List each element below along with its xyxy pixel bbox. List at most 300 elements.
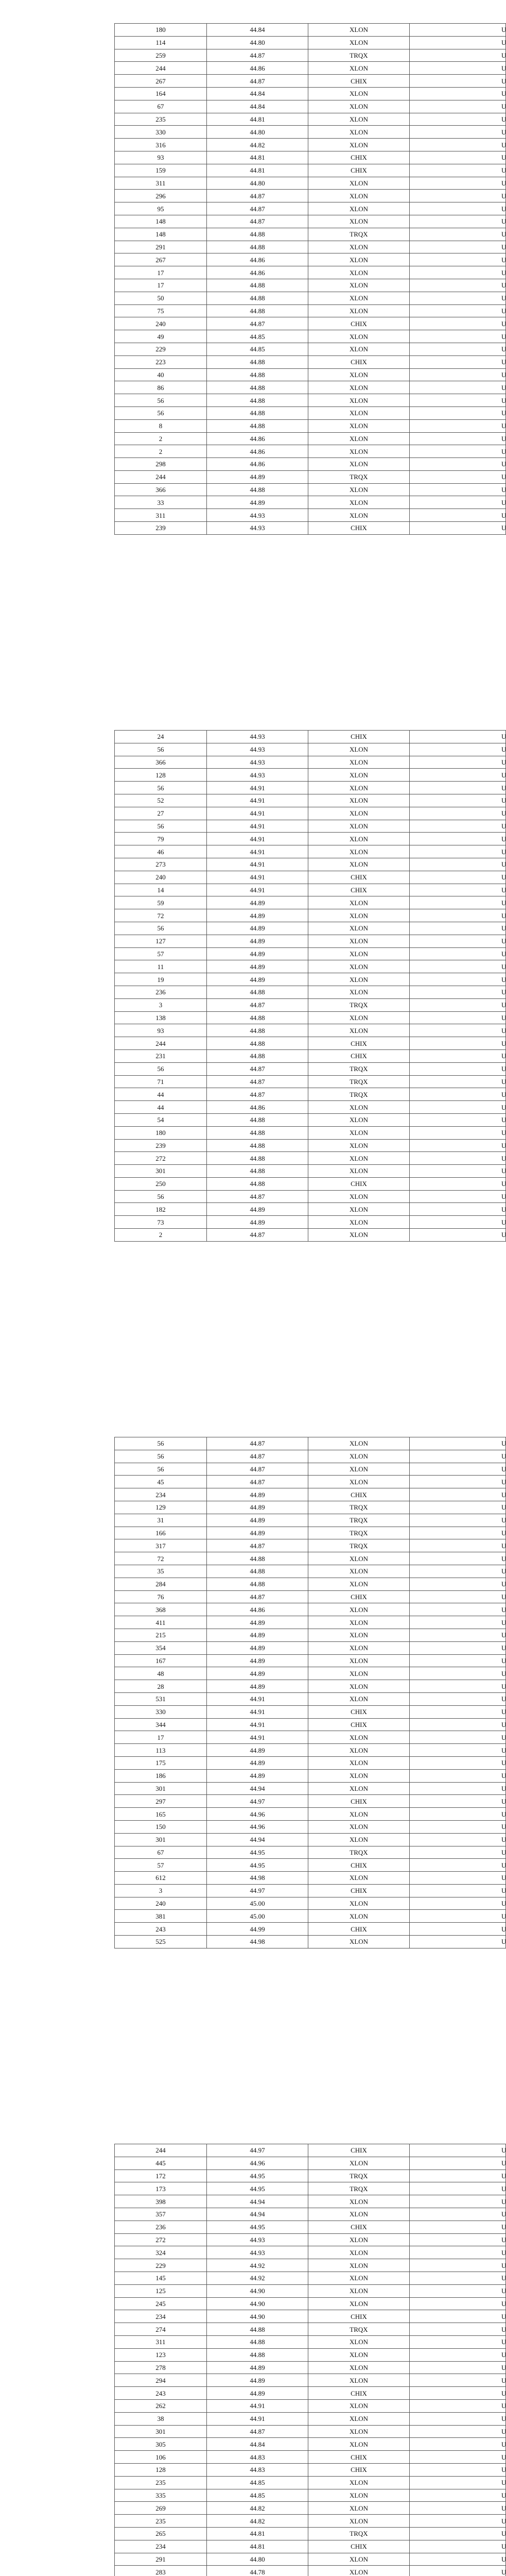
price-cell: 44.86 [207,266,308,279]
currency-cell: U [410,1165,506,1178]
table-row [115,922,506,935]
price-cell: 45.00 [207,1910,308,1923]
table-row [115,304,506,317]
currency-cell: U [410,2425,506,2438]
table-row [115,2476,506,2489]
volume-cell: 59 [115,896,207,909]
venue-cell: XLON [308,509,410,522]
venue-cell: XLON [308,2425,410,2438]
volume-cell: 67 [115,100,207,113]
price-cell: 44.96 [207,1820,308,1833]
currency-cell: U [410,24,506,37]
table-row [115,509,506,522]
currency-cell: U [410,1654,506,1667]
price-cell: 44.80 [207,177,308,190]
venue-cell: XLON [308,266,410,279]
venue-cell: CHIX [308,1590,410,1603]
venue-cell: XLON [308,922,410,935]
currency-cell: U [410,935,506,947]
table-row [115,1552,506,1565]
currency-cell: U [410,215,506,228]
venue-cell: TRQX [308,49,410,62]
price-cell: 44.88 [207,1177,308,1190]
currency-cell: U [410,2335,506,2348]
venue-cell: XLON [308,113,410,126]
venue-cell: XLON [308,62,410,75]
venue-cell: TRQX [308,1527,410,1539]
table-row [115,1629,506,1641]
currency-cell: U [410,522,506,535]
volume-cell: 291 [115,241,207,253]
volume-cell: 48 [115,1667,207,1680]
venue-cell: XLON [308,2515,410,2528]
table-row [115,731,506,743]
venue-cell: XLON [308,1565,410,1578]
venue-cell: CHIX [308,2387,410,2400]
currency-cell: U [410,794,506,807]
currency-cell: U [410,126,506,139]
price-cell: 44.87 [207,998,308,1011]
currency-cell: U [410,2195,506,2208]
price-cell: 44.81 [207,164,308,177]
volume-cell: 73 [115,1216,207,1229]
table-row [115,947,506,960]
volume-cell: 215 [115,1629,207,1641]
table-row [115,2144,506,2157]
currency-cell: U [410,743,506,756]
volume-cell: 235 [115,2515,207,2528]
volume-cell: 294 [115,2374,207,2387]
currency-cell: U [410,432,506,445]
volume-cell: 49 [115,330,207,343]
currency-cell: U [410,1229,506,1242]
price-cell: 44.80 [207,36,308,49]
table-row [115,2553,506,2566]
table-row [115,2361,506,2374]
table-row [115,871,506,884]
table-row [115,266,506,279]
venue-cell: XLON [308,381,410,394]
table-row [115,2566,506,2576]
price-cell: 44.86 [207,445,308,458]
currency-cell: U [410,406,506,419]
currency-cell: U [410,2182,506,2195]
venue-cell: XLON [308,986,410,998]
currency-cell: U [410,164,506,177]
currency-cell: U [410,2502,506,2515]
table-row [115,2259,506,2272]
currency-cell: U [410,960,506,973]
table-row [115,833,506,845]
price-cell: 44.95 [207,2170,308,2182]
currency-cell: U [410,756,506,769]
table-row [115,2463,506,2476]
volume-cell: 229 [115,343,207,355]
venue-cell: XLON [308,445,410,458]
currency-cell: U [410,769,506,782]
table-row [115,355,506,368]
table-row [115,1795,506,1808]
volume-cell: 243 [115,1923,207,1936]
price-cell: 44.89 [207,922,308,935]
currency-cell: U [410,1692,506,1705]
venue-cell: CHIX [308,1923,410,1936]
table-row [115,2527,506,2540]
volume-cell: 311 [115,177,207,190]
currency-cell: U [410,973,506,986]
currency-cell: U [410,1139,506,1152]
table-row [115,215,506,228]
currency-cell: U [410,87,506,100]
venue-cell: CHIX [308,1884,410,1897]
currency-cell: U [410,139,506,151]
currency-cell: U [410,2208,506,2221]
price-cell: 44.96 [207,2157,308,2170]
volume-cell: 3 [115,998,207,1011]
price-cell: 44.87 [207,1088,308,1101]
table-row [115,470,506,483]
volume-cell: 125 [115,2284,207,2297]
table-row [115,1565,506,1578]
price-cell: 44.91 [207,820,308,833]
volume-cell: 40 [115,368,207,381]
table-row [115,2348,506,2361]
table-row [115,2387,506,2400]
venue-cell: CHIX [308,1705,410,1718]
price-cell: 44.85 [207,330,308,343]
table-row [115,100,506,113]
currency-cell: U [410,1488,506,1501]
table-row [115,496,506,509]
table-row [115,909,506,922]
currency-cell: U [410,2438,506,2451]
price-cell: 44.81 [207,113,308,126]
currency-cell: U [410,1859,506,1872]
volume-cell: 166 [115,1527,207,1539]
volume-cell: 236 [115,986,207,998]
venue-cell: TRQX [308,2527,410,2540]
volume-cell: 19 [115,973,207,986]
price-cell: 44.78 [207,2566,308,2576]
venue-cell: XLON [308,2335,410,2348]
volume-cell: 35 [115,1565,207,1578]
table-row [115,1910,506,1923]
volume-cell: 269 [115,2502,207,2515]
volume-cell: 31 [115,1514,207,1527]
table-row [115,2284,506,2297]
volume-cell: 24 [115,731,207,743]
table-row [115,2425,506,2438]
table-row [115,820,506,833]
table-row [115,743,506,756]
table-row [115,1527,506,1539]
venue-cell: TRQX [308,1539,410,1552]
volume-cell: 138 [115,1011,207,1024]
price-cell: 44.90 [207,2297,308,2310]
currency-cell: U [410,1936,506,1948]
venue-cell: XLON [308,458,410,471]
currency-cell: U [410,2157,506,2170]
venue-cell: XLON [308,2195,410,2208]
venue-cell: CHIX [308,2144,410,2157]
table-row [115,1476,506,1488]
currency-cell: U [410,1049,506,1062]
price-cell: 44.88 [207,1139,308,1152]
venue-cell: TRQX [308,1088,410,1101]
venue-cell: XLON [308,2272,410,2284]
currency-cell: U [410,2399,506,2412]
table-row [115,483,506,496]
price-cell: 44.82 [207,2502,308,2515]
price-cell: 44.88 [207,241,308,253]
price-cell: 44.88 [207,1049,308,1062]
volume-cell: 239 [115,1139,207,1152]
price-cell: 44.88 [207,1113,308,1126]
currency-cell: U [410,1501,506,1514]
table-row [115,973,506,986]
price-cell: 44.89 [207,1680,308,1693]
venue-cell: XLON [308,1552,410,1565]
volume-cell: 274 [115,2323,207,2336]
volume-cell: 127 [115,935,207,947]
table-row [115,1514,506,1527]
venue-cell: XLON [308,1833,410,1846]
venue-cell: XLON [308,215,410,228]
price-cell: 44.87 [207,2425,308,2438]
price-cell: 44.94 [207,1782,308,1795]
currency-cell: U [410,1718,506,1731]
table-row [115,406,506,419]
table-row [115,1113,506,1126]
volume-cell: 262 [115,2399,207,2412]
table-row [115,2208,506,2221]
table-row [115,445,506,458]
volume-cell: 231 [115,1049,207,1062]
venue-cell: XLON [308,394,410,407]
price-cell: 44.87 [207,317,308,330]
venue-cell: XLON [308,820,410,833]
currency-cell: U [410,394,506,407]
venue-cell: XLON [308,1190,410,1203]
table-row [115,75,506,88]
venue-cell: XLON [308,794,410,807]
table-row [115,1152,506,1165]
volume-cell: 236 [115,2221,207,2233]
venue-cell: XLON [308,935,410,947]
price-cell: 44.93 [207,769,308,782]
table-row [115,1049,506,1062]
price-cell: 44.89 [207,2374,308,2387]
venue-cell: XLON [308,279,410,292]
volume-cell: 525 [115,1936,207,1948]
currency-cell: U [410,1884,506,1897]
venue-cell: TRQX [308,1846,410,1859]
volume-cell: 291 [115,2553,207,2566]
currency-cell: U [410,1795,506,1808]
table-row [115,2221,506,2233]
price-cell: 44.88 [207,986,308,998]
venue-cell: XLON [308,2438,410,2451]
volume-cell: 150 [115,1820,207,1833]
table-row [115,2540,506,2553]
currency-cell: U [410,419,506,432]
venue-cell: XLON [308,1616,410,1629]
volume-cell: 180 [115,1126,207,1139]
price-cell: 44.89 [207,909,308,922]
price-cell: 44.83 [207,2463,308,2476]
currency-cell: U [410,458,506,471]
price-cell: 44.88 [207,292,308,304]
table-row [115,1501,506,1514]
volume-cell: 240 [115,1897,207,1910]
currency-cell: U [410,1088,506,1101]
table-row [115,845,506,858]
price-cell: 44.82 [207,139,308,151]
currency-cell: U [410,2527,506,2540]
price-cell: 44.88 [207,1024,308,1037]
price-cell: 44.89 [207,1641,308,1654]
volume-cell: 56 [115,1450,207,1463]
price-cell: 44.90 [207,2310,308,2323]
venue-cell: XLON [308,896,410,909]
price-cell: 44.91 [207,1692,308,1705]
venue-cell: CHIX [308,1859,410,1872]
volume-cell: 173 [115,2182,207,2195]
volume-cell: 17 [115,1731,207,1744]
volume-cell: 3 [115,1884,207,1897]
price-cell: 44.87 [207,1437,308,1450]
venue-cell: XLON [308,947,410,960]
price-cell: 44.94 [207,1833,308,1846]
volume-cell: 272 [115,2233,207,2246]
price-cell: 44.86 [207,1101,308,1114]
price-cell: 44.89 [207,1616,308,1629]
volume-cell: 229 [115,2259,207,2272]
venue-cell: CHIX [308,151,410,164]
volume-cell: 164 [115,87,207,100]
venue-cell: TRQX [308,1075,410,1088]
price-cell: 44.89 [207,1756,308,1769]
price-cell: 44.97 [207,2144,308,2157]
table-row [115,935,506,947]
currency-cell: U [410,2297,506,2310]
volume-cell: 357 [115,2208,207,2221]
price-cell: 44.91 [207,871,308,884]
price-cell: 44.87 [207,190,308,202]
table-row [115,113,506,126]
table-row [115,986,506,998]
currency-cell: U [410,998,506,1011]
table-row [115,317,506,330]
currency-cell: U [410,2476,506,2489]
venue-cell: XLON [308,1152,410,1165]
table-row [115,1744,506,1757]
table-row [115,381,506,394]
currency-cell: U [410,731,506,743]
currency-cell: U [410,343,506,355]
price-cell: 44.88 [207,2323,308,2336]
trade-table-3 [114,1437,506,1948]
currency-cell: U [410,2170,506,2182]
currency-cell: U [410,2540,506,2553]
price-cell: 44.88 [207,1565,308,1578]
price-cell: 44.87 [207,49,308,62]
price-cell: 44.85 [207,343,308,355]
volume-cell: 235 [115,113,207,126]
venue-cell: XLON [308,1229,410,1242]
price-cell: 44.84 [207,24,308,37]
currency-cell: U [410,1024,506,1037]
currency-cell: U [410,807,506,820]
venue-cell: XLON [308,1629,410,1641]
volume-cell: 267 [115,75,207,88]
price-cell: 44.81 [207,151,308,164]
venue-cell: XLON [308,1744,410,1757]
volume-cell: 234 [115,1488,207,1501]
volume-cell: 301 [115,1833,207,1846]
venue-cell: XLON [308,1139,410,1152]
venue-cell: XLON [308,419,410,432]
table-row [115,2297,506,2310]
currency-cell: U [410,2323,506,2336]
price-cell: 44.88 [207,483,308,496]
table-row [115,394,506,407]
currency-cell: U [410,445,506,458]
volume-cell: 175 [115,1756,207,1769]
volume-cell: 17 [115,266,207,279]
table-row [115,151,506,164]
currency-cell: U [410,2348,506,2361]
currency-cell: U [410,2272,506,2284]
table-row [115,1808,506,1821]
volume-cell: 301 [115,2425,207,2438]
volume-cell: 38 [115,2412,207,2425]
table-row [115,1101,506,1114]
currency-cell: U [410,1616,506,1629]
currency-cell: U [410,1820,506,1833]
currency-cell: U [410,202,506,215]
currency-cell: U [410,2451,506,2464]
venue-cell: TRQX [308,1501,410,1514]
currency-cell: U [410,1101,506,1114]
currency-cell: U [410,1216,506,1229]
table-row [115,1731,506,1744]
venue-cell: XLON [308,1603,410,1616]
venue-cell: XLON [308,406,410,419]
venue-cell: XLON [308,845,410,858]
currency-cell: U [410,782,506,794]
price-cell: 44.95 [207,1846,308,1859]
price-cell: 44.88 [207,419,308,432]
venue-cell: XLON [308,202,410,215]
price-cell: 44.89 [207,1769,308,1782]
table-row [115,241,506,253]
table-row [115,522,506,535]
price-cell: 44.87 [207,75,308,88]
volume-cell: 316 [115,139,207,151]
table-row [115,2412,506,2425]
price-cell: 44.97 [207,1795,308,1808]
currency-cell: U [410,922,506,935]
venue-cell: CHIX [308,75,410,88]
currency-cell: U [410,177,506,190]
venue-cell: XLON [308,2412,410,2425]
price-cell: 44.85 [207,2476,308,2489]
currency-cell: U [410,986,506,998]
currency-cell: U [410,1667,506,1680]
volume-cell: 75 [115,304,207,317]
volume-cell: 445 [115,2157,207,2170]
